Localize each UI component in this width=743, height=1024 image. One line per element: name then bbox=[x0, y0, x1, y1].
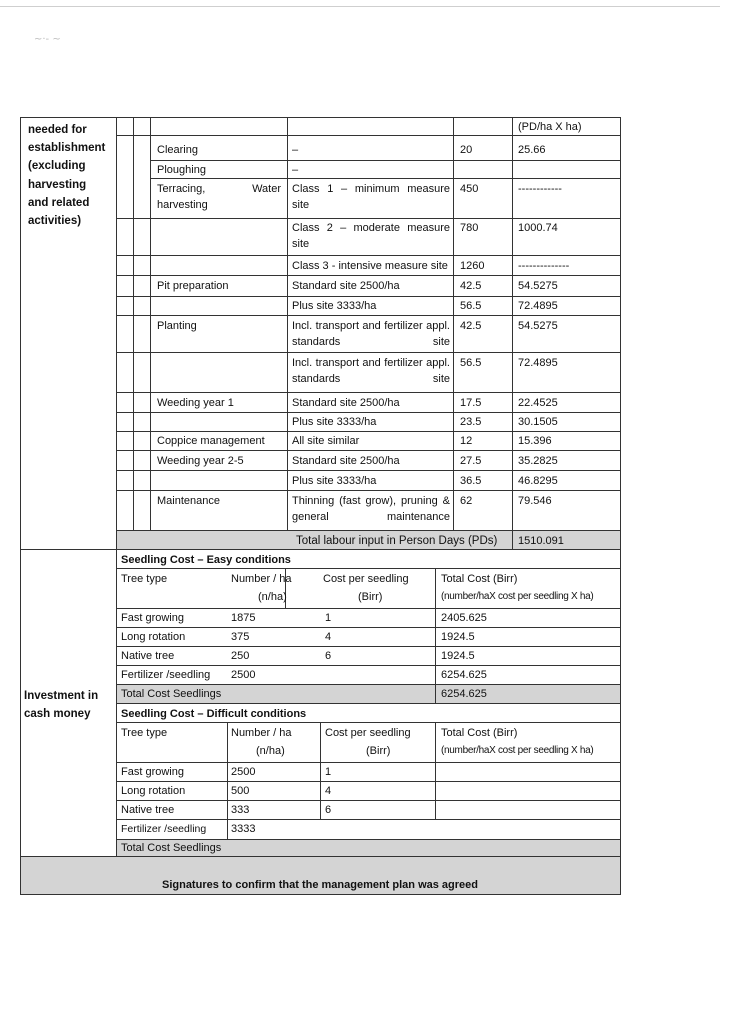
total-value: 15.396 bbox=[518, 435, 552, 447]
easy-header-total: Total Cost (Birr) bbox=[441, 573, 518, 585]
total-value: 22.4525 bbox=[518, 397, 558, 409]
establishment-label-line: activities) bbox=[28, 215, 82, 228]
activity-label-part: Water bbox=[252, 183, 281, 195]
activity-label: Weeding year 1 bbox=[157, 397, 234, 409]
easy-total: 1924.5 bbox=[441, 650, 475, 662]
site-label: Class 3 - intensive measure site bbox=[292, 260, 448, 272]
easy-header-cost: Cost per seedling bbox=[323, 573, 409, 585]
establishment-label-line: needed for bbox=[28, 124, 87, 136]
difficult-cost: 6 bbox=[325, 804, 332, 816]
activity-label-part: harvesting bbox=[157, 199, 208, 211]
difficult-header-cost: Cost per seedling bbox=[325, 727, 411, 739]
investment-label-line: cash money bbox=[24, 708, 91, 720]
site-label: Plus site 3333/ha bbox=[292, 300, 377, 312]
total-value: 30.1505 bbox=[518, 416, 558, 428]
activity-label: Coppice management bbox=[157, 435, 265, 447]
scan-marks: ~·- ~ bbox=[34, 34, 61, 45]
difficult-header-number: Number / ha bbox=[231, 727, 292, 739]
activity-label bbox=[157, 181, 285, 197]
site-label: Thinning (fast grow), pruning & general maintenance bbox=[292, 495, 450, 523]
easy-header-total-formula: (number/haX cost per seedling X ha) bbox=[441, 591, 594, 602]
site-label: – bbox=[292, 144, 299, 156]
easy-number: 250 bbox=[231, 650, 250, 662]
establishment-label-line: (excluding bbox=[28, 160, 86, 173]
easy-header-tree: Tree type bbox=[121, 573, 168, 585]
difficult-cost: 4 bbox=[325, 785, 332, 797]
investment-label bbox=[24, 687, 116, 723]
site-label: Plus site 3333/ha bbox=[292, 416, 377, 428]
pd-value: 17.5 bbox=[460, 397, 482, 409]
total-value: 35.2825 bbox=[518, 455, 558, 467]
investment-label-line: Investment in bbox=[24, 690, 99, 702]
difficult-title: Seedling Cost – Difficult conditions bbox=[121, 708, 307, 720]
activity-label: Planting bbox=[157, 320, 197, 332]
easy-total: 1924.5 bbox=[441, 631, 475, 643]
difficult-number: 333 bbox=[231, 804, 250, 816]
establishment-label-line: harvesting bbox=[28, 178, 87, 191]
easy-header-number: Number / ha bbox=[231, 573, 292, 585]
pd-value: 62 bbox=[460, 495, 473, 507]
site-label: Incl. transport and fertilizer appl. standards site bbox=[292, 320, 450, 348]
pd-value: 56.5 bbox=[460, 300, 482, 312]
difficult-total-label: Total Cost Seedlings bbox=[121, 842, 222, 854]
difficult-number: 500 bbox=[231, 785, 250, 797]
easy-header-number-unit: (n/ha) bbox=[258, 591, 287, 603]
difficult-number: 3333 bbox=[231, 823, 256, 835]
pd-value: 780 bbox=[460, 222, 479, 234]
site-label: All site similar bbox=[292, 435, 360, 447]
easy-cost: 1 bbox=[325, 612, 332, 624]
easy-tree: Long rotation bbox=[121, 631, 186, 643]
total-value: 72.4895 bbox=[518, 300, 558, 312]
difficult-tree: Native tree bbox=[121, 804, 175, 816]
site-label: Plus site 3333/ha bbox=[292, 475, 377, 487]
pd-value: 42.5 bbox=[460, 320, 482, 332]
easy-total-label: Total Cost Seedlings bbox=[121, 688, 222, 700]
scan-top-edge bbox=[0, 6, 720, 7]
activity-label-part: Terracing, bbox=[157, 183, 206, 195]
total-value: 1000.74 bbox=[518, 222, 558, 234]
difficult-header-cost-unit: (Birr) bbox=[366, 745, 391, 757]
total-value: ------------ bbox=[518, 183, 562, 195]
easy-number: 375 bbox=[231, 631, 250, 643]
activity-label: Ploughing bbox=[157, 164, 206, 176]
establishment-label bbox=[28, 121, 116, 230]
easy-cost: 6 bbox=[325, 650, 332, 662]
difficult-tree: Fast growing bbox=[121, 766, 184, 778]
activity-label: Weeding year 2-5 bbox=[157, 455, 244, 467]
site-label: – bbox=[292, 164, 299, 176]
pd-value: 56.5 bbox=[460, 357, 482, 369]
easy-number: 2500 bbox=[231, 669, 256, 681]
difficult-number: 2500 bbox=[231, 766, 256, 778]
pd-value: 20 bbox=[460, 144, 473, 156]
activity-label: Pit preparation bbox=[157, 280, 229, 292]
total-value: 54.5275 bbox=[518, 280, 558, 292]
easy-tree: Native tree bbox=[121, 650, 175, 662]
site-label: Standard site 2500/ha bbox=[292, 455, 400, 467]
difficult-cost: 1 bbox=[325, 766, 332, 778]
site-label: Class 2 – moderate measure site bbox=[292, 222, 450, 250]
easy-tree: Fertilizer /seedling bbox=[121, 669, 211, 681]
total-value: -------------- bbox=[518, 260, 570, 272]
easy-number: 1875 bbox=[231, 612, 256, 624]
pd-value: 12 bbox=[460, 435, 473, 447]
establishment-label-line: and related bbox=[28, 196, 90, 209]
pd-value: 1260 bbox=[460, 260, 485, 272]
pd-value: 42.5 bbox=[460, 280, 482, 292]
total-value: 79.546 bbox=[518, 495, 552, 507]
site-label: Standard site 2500/ha bbox=[292, 397, 400, 409]
easy-total-value: 6254.625 bbox=[441, 688, 487, 700]
signatures-text: Signatures to confirm that the management plan was agreed bbox=[161, 879, 478, 891]
difficult-header-total: Total Cost (Birr) bbox=[441, 727, 518, 739]
easy-title: Seedling Cost – Easy conditions bbox=[121, 554, 291, 566]
site-label: Standard site 2500/ha bbox=[292, 280, 400, 292]
easy-total: 2405.625 bbox=[441, 612, 487, 624]
labour-total-label: Total labour input in Person Days (PDs) bbox=[296, 535, 498, 547]
site-label: Class 1 – minimum measure site bbox=[292, 183, 450, 211]
total-value: 25.66 bbox=[518, 144, 546, 156]
labour-unit-header: (PD/ha X ha) bbox=[518, 121, 582, 133]
difficult-tree: Fertilizer /seedling bbox=[121, 823, 207, 835]
difficult-tree: Long rotation bbox=[121, 785, 186, 797]
total-value: 46.8295 bbox=[518, 475, 558, 487]
easy-header-cost-unit: (Birr) bbox=[358, 591, 383, 603]
easy-total: 6254.625 bbox=[441, 669, 487, 681]
total-value: 72.4895 bbox=[518, 357, 558, 369]
pd-value: 23.5 bbox=[460, 416, 482, 428]
pd-value: 36.5 bbox=[460, 475, 482, 487]
easy-tree: Fast growing bbox=[121, 612, 184, 624]
difficult-header-tree: Tree type bbox=[121, 727, 168, 739]
establishment-label-line: establishment bbox=[28, 142, 106, 155]
total-value: 54.5275 bbox=[518, 320, 558, 332]
labour-total-value: 1510.091 bbox=[518, 535, 564, 547]
activity-label: Maintenance bbox=[157, 495, 220, 507]
site-label: Incl. transport and fertilizer appl. standards site bbox=[292, 357, 450, 385]
pd-value: 27.5 bbox=[460, 455, 482, 467]
easy-cost: 4 bbox=[325, 631, 332, 643]
activity-label: Clearing bbox=[157, 144, 198, 156]
difficult-header-total-formula: (number/haX cost per seedling X ha) bbox=[441, 745, 594, 756]
difficult-header-number-unit: (n/ha) bbox=[256, 745, 285, 757]
pd-value: 450 bbox=[460, 183, 479, 195]
